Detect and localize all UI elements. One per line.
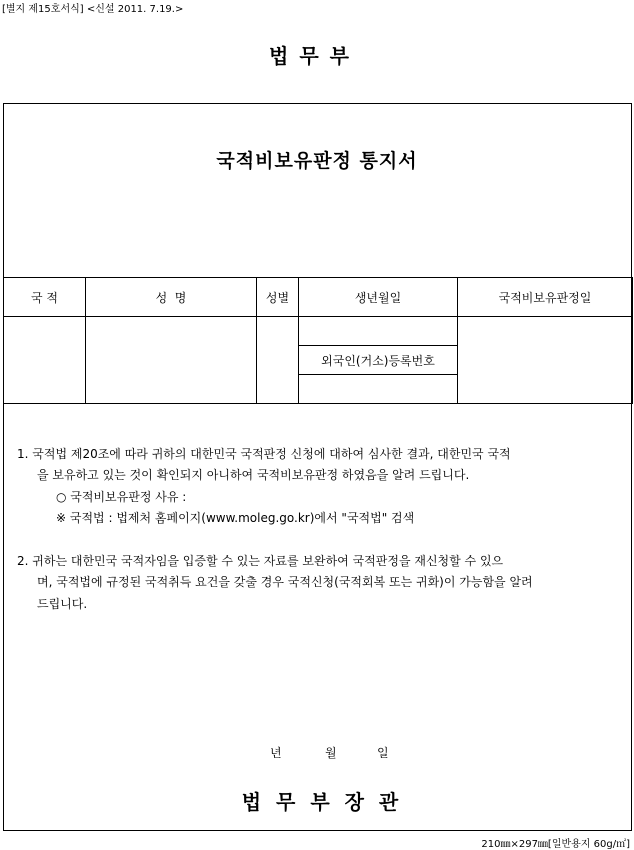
paragraph-2-line-1: 2. 귀하는 대한민국 국적자임을 입증할 수 있는 자료를 보완하여 국적판정을 재신청할 수 있으 bbox=[17, 554, 504, 568]
nationality-law-note: ※ 국적법 : 법제처 홈페이지(www.moleg.go.kr)에서 "국적법" 검색 bbox=[56, 511, 415, 525]
date-day-label: 일 bbox=[377, 746, 389, 760]
paragraph-1-line-2: 을 보유하고 있는 것이 확인되지 아니하여 국적비보유판정 하였음을 알려 드립니다. bbox=[37, 468, 470, 482]
registration-number-label: 외국인(거소)등록번호 bbox=[299, 346, 458, 375]
personal-info-table bbox=[3, 277, 633, 404]
decision-date-cell bbox=[458, 317, 633, 404]
form-title: 국적비보유판정 통지서 bbox=[216, 150, 418, 172]
table-bottom-rule bbox=[3, 403, 632, 404]
header-sex: 성별 bbox=[257, 278, 299, 317]
name-cell bbox=[86, 317, 257, 404]
registration-number-cell bbox=[299, 375, 458, 404]
nationality-cell bbox=[4, 317, 86, 404]
paragraph-2-line-2: 며, 국적법에 규정된 국적취득 요건을 갖출 경우 국적신청(국적회복 또는 귀화)이 가능함을 알려 bbox=[37, 575, 533, 589]
sex-cell bbox=[257, 317, 299, 404]
paragraph-1-line-1: 1. 국적법 제20조에 따라 귀하의 대한민국 국적판정 신청에 대하여 심사한 결과, 대한민국 국적 bbox=[17, 447, 511, 461]
paper-spec: 210㎜×297㎜[일반용지 60g/㎡] bbox=[481, 839, 630, 850]
birth-date-cell bbox=[299, 317, 458, 346]
paragraph-2-line-3: 드립니다. bbox=[37, 597, 88, 611]
date-month-label: 월 bbox=[325, 746, 337, 760]
header-name: 성 명 bbox=[86, 278, 257, 317]
header-nationality: 국 적 bbox=[4, 278, 86, 317]
signer-title: 법 무 부 장 관 bbox=[241, 790, 403, 814]
header-decision-date: 국적비보유판정일 bbox=[458, 278, 633, 317]
date-year-label: 년 bbox=[270, 746, 282, 760]
form-number-note: [별지 제15호서식] <신설 2011. 7.19.> bbox=[2, 4, 184, 15]
ministry-heading: 법 무 부 bbox=[269, 44, 351, 68]
reason-line: ○ 국적비보유판정 사유 : bbox=[56, 490, 187, 504]
header-birth-date: 생년월일 bbox=[299, 278, 458, 317]
